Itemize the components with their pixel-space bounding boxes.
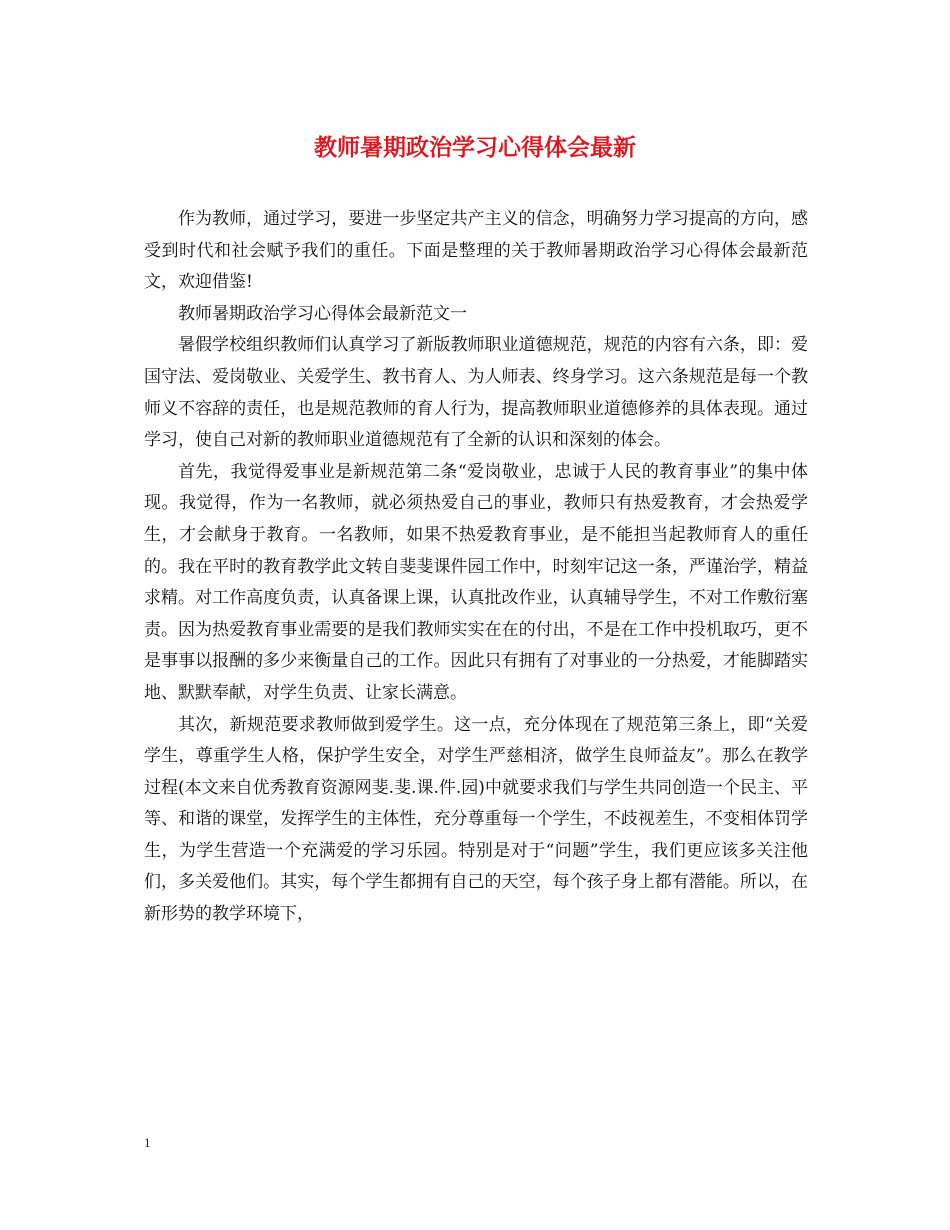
body-paragraph: 其次，新规范要求教师做到爱学生。这一点，充分体现在了规范第三条上，即“关爱学生，尊重学生人格，保护学生安全，对学生严慈相济，做学生良师益友”。那么在教学过程(本文来自优秀教育资源网斐.斐.课.件.园)中就要求我们与学生共同创造一个民主、平等、和谐的课堂，发挥学生的主体性，充分尊重每一个学生，不歧视差生，不变相体罚学生，为学生营造一个充满爱的学习乐园。特别是对于“问题”学生，我们更应该多关注他们，多关爱他们。其实，每个学生都拥有自己的天空，每个孩子身上都有潜能。所以，在新形势的教学环境下， (144, 714, 808, 925)
document-body (144, 204, 808, 931)
section-heading: 教师暑期政治学习心得体会最新范文一 (178, 303, 467, 324)
page-number: 1 (144, 1135, 151, 1150)
body-paragraph: 首先，我觉得爱事业是新规范第二条“爱岗敬业，忠诚于人民的教育事业”的集中体现。我觉得，作为一名教师，就必须热爱自己的事业，教师只有热爱教育，才会热爱学生，才会献身于教育。一名教师，如果不热爱教育事业，是不能担当起教师育人的重任的。我在平时的教育教学此文转自斐斐课件园工作中，时刻牢记这一条，严谨治学，精益求精。对工作高度负责，认真备课上课，认真批改作业，认真辅导学生，不对工作敷衍塞责。因为热爱教育事业需要的是我们教师实实在在的付出，不是在工作中投机取巧，更不是事事以报酬的多少来衡量自己的工作。因此只有拥有了对事业的一分热爱，才能脚踏实地、默默奉献，对学生负责、让家长满意。 (144, 461, 808, 703)
intro-paragraph: 作为教师，通过学习，要进一步坚定共产主义的信念，明确努力学习提高的方向，感受到时代和社会赋予我们的重任。下面是整理的关于教师暑期政治学习心得体会最新范文，欢迎借鉴! (144, 209, 808, 293)
body-paragraph: 暑假学校组织教师们认真学习了新版教师职业道德规范，规范的内容有六条，即：爱国守法、爱岗敬业、关爱学生、教书育人、为人师表、终身学习。这六条规范是每一个教师义不容辞的责任，也是规范教师的育人行为，提高教师职业道德修养的具体表现。通过学习，使自己对新的教师职业道德规范有了全新的认识和深刻的体会。 (144, 335, 808, 451)
document-title: 教师暑期政治学习心得体会最新 (314, 134, 636, 161)
